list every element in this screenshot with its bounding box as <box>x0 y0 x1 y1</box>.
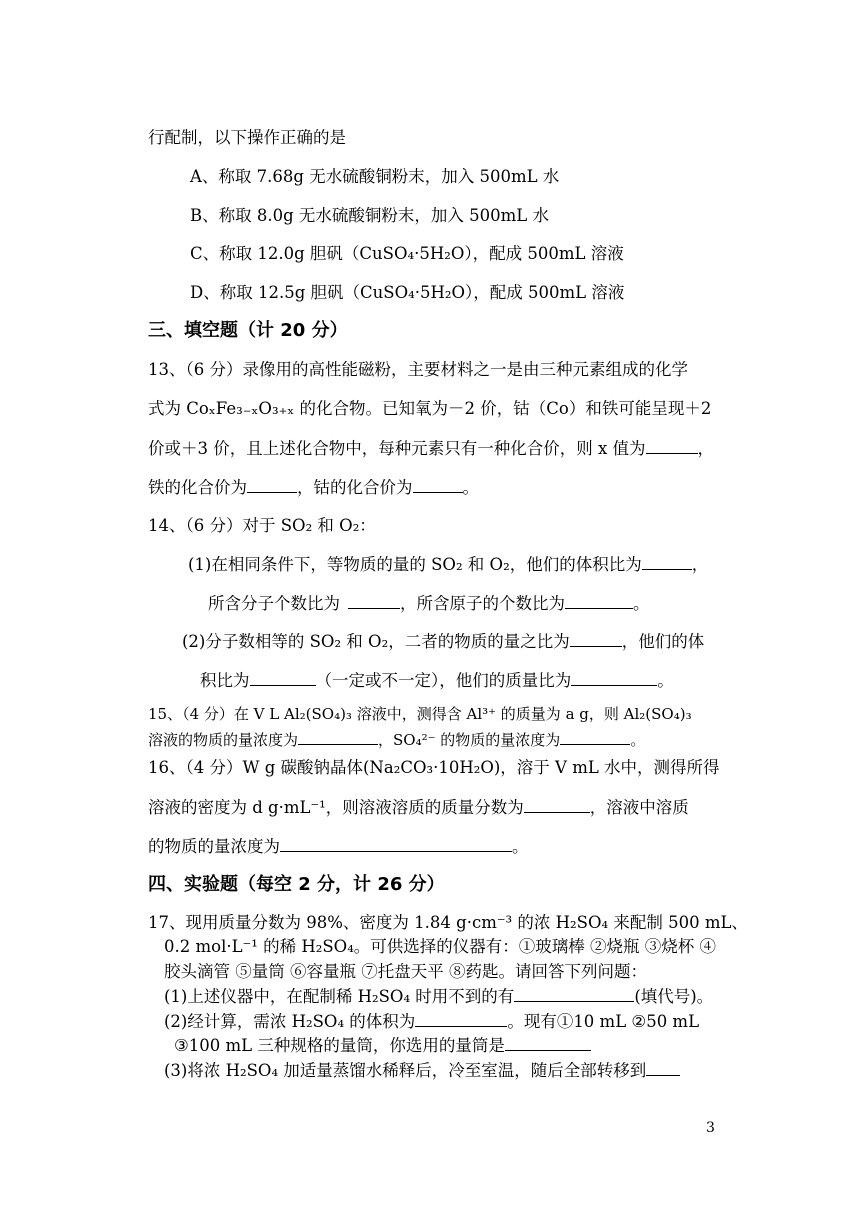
q14-molecule-label: 所含分子个数比为 <box>208 594 340 613</box>
q16-line2 <box>148 796 689 819</box>
q14-blank-volume-ratio[interactable] <box>642 553 692 570</box>
q15-concentration-label: 溶液的物质的量浓度为 <box>148 731 299 749</box>
page-number: 3 <box>706 1120 715 1136</box>
q13-comma: ， <box>697 439 715 458</box>
q16-blank-concentration[interactable] <box>280 835 512 852</box>
q17-part3-text: (3)将浓 H₂SO₄ 加适量蒸馏水稀释后，冷至室温，随后全部转移到 <box>164 1061 647 1080</box>
q12-option-d: D、称取 12.5g 胆矾（CuSO₄·5H₂O），配成 500mL 溶液 <box>190 283 625 302</box>
q15-line1: 15、（4 分）在 V L Al₂(SO₄)₃ 溶液中，测得含 Al³⁺ 的质量为 a g，则 Al₂(SO₄)₃ <box>148 705 692 723</box>
q16-solute-text: ，溶液中溶质 <box>589 798 689 817</box>
q14-blank-molecule-ratio[interactable] <box>348 592 400 609</box>
q17-line3: 胶头滴管 ⑤量筒 ⑥容量瓶 ⑦托盘天平 ⑧药匙。请回答下列问题： <box>164 962 647 981</box>
q17-blank-volume[interactable] <box>415 1010 507 1027</box>
q17-part1-end: (填代号)。 <box>634 987 714 1006</box>
q13-blank-iron[interactable] <box>247 476 297 493</box>
section4-title: 四、实验题（每空 2 分，计 26 分） <box>148 874 445 895</box>
q13-line3 <box>148 437 714 460</box>
q13-blank-x[interactable] <box>646 437 698 454</box>
q15-blank-al2so43[interactable] <box>298 730 378 745</box>
q14-part2-end: 。 <box>657 671 674 690</box>
q12-option-a: A、称取 7.68g 无水硫酸铜粉末，加入 500mL 水 <box>190 167 560 186</box>
q17-blank-unused-instruments[interactable] <box>514 985 634 1002</box>
q14-blank-volume[interactable] <box>250 669 316 686</box>
q14-part2-cont: ，他们的体 <box>621 632 705 651</box>
q14-part2-text: (2)分子数相等的 SO₂ 和 O₂，二者的物质的量之比为 <box>182 632 570 651</box>
q15-sulfate-label: ，SO₄²⁻ 的物质的量浓度为 <box>378 731 561 749</box>
q16-end: 。 <box>512 837 529 856</box>
q14-blank-mass-ratio[interactable] <box>571 669 657 686</box>
q12-stem: 行配制，以下操作正确的是 <box>148 128 346 147</box>
q15-end: 。 <box>630 731 646 749</box>
q14-part2-line2 <box>200 669 674 692</box>
q17-cylinder-text: ③100 mL 三种规格的量筒，你选用的量筒是 <box>174 1036 505 1055</box>
q17-part2-cont: 。现有①10 mL ②50 mL <box>507 1012 700 1031</box>
q17-blank-cylinder[interactable] <box>505 1034 591 1051</box>
q17-line1: 17、现用质量分数为 98%、密度为 1.84 g·cm⁻³ 的浓 H₂SO₄ 来配制 500 mL、 <box>148 913 748 932</box>
q12-option-b: B、称取 8.0g 无水硫酸铜粉末，加入 500mL 水 <box>190 206 550 225</box>
q14-part1-line2 <box>208 592 650 615</box>
q15-line2 <box>148 729 645 751</box>
q13-blank-cobalt[interactable] <box>413 476 463 493</box>
q14-atom-label: ，所含原子的个数比为 <box>400 594 565 613</box>
q15-blank-sulfate[interactable] <box>560 730 630 745</box>
q14-mass-label: （一定或不一定），他们的质量比为 <box>315 671 572 690</box>
q14-blank-atom-ratio[interactable] <box>565 592 633 609</box>
q13-line2: 式为 CoₓFe₃₋ₓO₃₊ₓ 的化合物。已知氧为－2 价，钴（Co）和铁可能呈现＋2 <box>148 399 712 418</box>
q17-line2: 0.2 mol·L⁻¹ 的稀 H₂SO₄。可供选择的仪器有：①玻璃棒 ②烧瓶 ③烧杯 ④ <box>164 937 717 956</box>
q14-part1-line1 <box>188 553 708 576</box>
q13-cobalt-label: ，钴的化合价为 <box>297 478 413 497</box>
q17-part1-text: (1)上述仪器中，在配制稀 H₂SO₄ 时用不到的有 <box>164 987 515 1006</box>
q14-volume-label: 积比为 <box>200 671 250 690</box>
q17-line6 <box>174 1034 591 1057</box>
q14-part1-end: 。 <box>633 594 650 613</box>
q17-blank-transfer[interactable] <box>646 1059 680 1076</box>
q17-line7 <box>164 1059 680 1082</box>
q14-line1: 14、（6 分）对于 SO₂ 和 O₂： <box>148 516 376 535</box>
q17-part2-text: (2)经计算，需浓 H₂SO₄ 的体积为 <box>164 1012 416 1031</box>
q16-line3 <box>148 835 529 858</box>
section3-title: 三、填空题（计 20 分） <box>148 320 348 341</box>
q16-line1: 16、（4 分）W g 碳酸钠晶体(Na₂CO₃·10H₂O)，溶于 V mL 水中，测得所得 <box>148 758 720 777</box>
q13-line3-text: 价或＋3 价，且上述化合物中，每种元素只有一种化合价，则 x 值为 <box>148 439 646 458</box>
q13-iron-label: 铁的化合价为 <box>148 478 247 497</box>
q16-density-text: 溶液的密度为 d g·mL⁻¹，则溶液溶质的质量分数为 <box>148 798 524 817</box>
q14-part1-comma: ， <box>691 555 709 574</box>
q17-line4 <box>164 985 713 1008</box>
q12-option-c: C、称取 12.0g 胆矾（CuSO₄·5H₂O），配成 500mL 溶液 <box>190 244 624 263</box>
q13-line1: 13、（6 分）录像用的高性能磁粉，主要材料之一是由三种元素组成的化学 <box>148 360 688 379</box>
q14-part2-line1 <box>182 630 704 653</box>
q14-part1-text: (1)在相同条件下，等物质的量的 SO₂ 和 O₂，他们的体积比为 <box>188 555 642 574</box>
q13-end: 。 <box>462 478 479 497</box>
q14-blank-amount-ratio[interactable] <box>570 630 622 647</box>
q13-line4 <box>148 476 479 499</box>
q16-blank-mass-fraction[interactable] <box>524 796 590 813</box>
q17-line5 <box>164 1010 699 1033</box>
q16-concentration-label: 的物质的量浓度为 <box>148 837 280 856</box>
